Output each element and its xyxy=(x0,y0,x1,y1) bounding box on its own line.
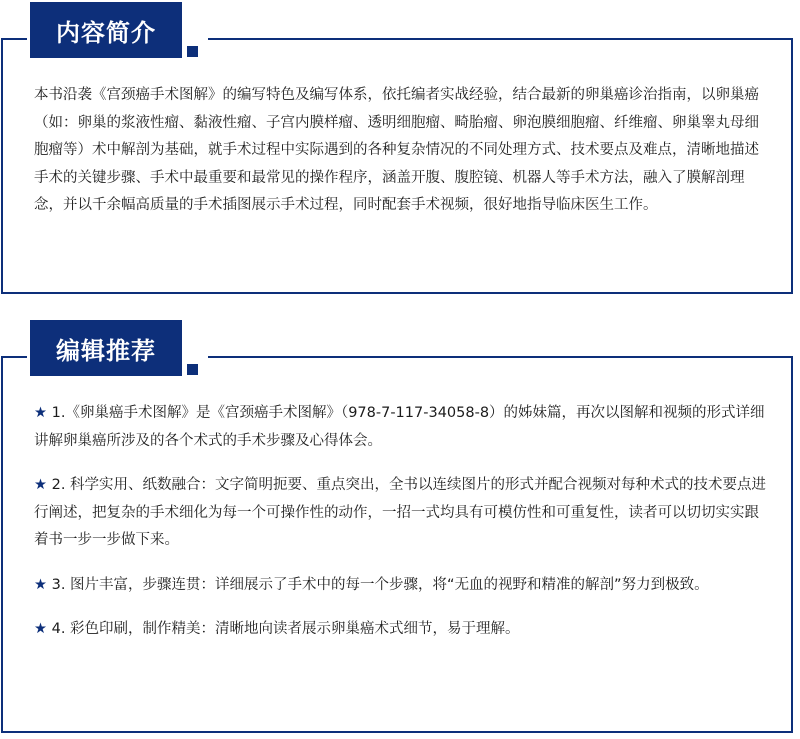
intro-title: 内容简介 xyxy=(30,2,182,58)
star-icon: ★ xyxy=(34,621,47,637)
recommend-item-text: 3. 图片丰富，步骤连贯：详细展示了手术中的每一个步骤，将“无血的视野和精准的解剖”努力到极致。 xyxy=(51,576,709,593)
recommend-item xyxy=(34,472,770,555)
recommend-item xyxy=(34,400,770,455)
recommend-section xyxy=(0,318,800,739)
intro-body: 本书沿袭《宫颈癌手术图解》的编写特色及编写体系，依托编者实战经验，结合最新的卵巢癌诊治指南，以卵巢癌（如：卵巢的浆液性瘤、黏液性瘤、子宫内膜样瘤、透明细胞瘤、畸胎瘤、卵泡膜细胞瘤、纤维瘤、卵巢睾丸母细胞瘤等）术中解剖为基础，就手术过程中实际遇到的各种复杂情况的不同处理方式、技术要点及难点，清晰地描述手术的关键步骤、手术中最重要和最常见的操作程序，涵盖开腹、腹腔镜、机器人等手术方法，融入了膜解剖理念，并以千余幅高质量的手术插图展示手术过程，同时配套手术视频，很好地指导临床医生工作。 xyxy=(34,87,759,213)
intro-title-square xyxy=(187,46,198,57)
recommend-item-text: 2. 科学实用、纸数融合：文字简明扼要、重点突出，全书以连续图片的形式并配合视频对每种术式的技术要点进行阐述，把复杂的手术细化为每一个可操作性的动作，一招一式均具有可模仿性和可重复性，读者可以切切实实跟着书一步一步做下来。 xyxy=(34,477,767,548)
recommend-title-square xyxy=(187,364,198,375)
intro-frame-top-right xyxy=(208,38,793,40)
star-icon: ★ xyxy=(34,405,47,421)
star-icon: ★ xyxy=(34,576,47,593)
recommend-item-text: 1.《卵巢癌手术图解》是《宫颈癌手术图解》（978-7-117-34058-8）的姊妹篇，再次以图解和视频的形式详细讲解卵巢癌所涉及的各个术式的手术步骤及心得体会。 xyxy=(34,405,765,449)
recommend-item-text: 4. 彩色印刷，制作精美：清晰地向读者展示卵巢癌术式细节，易于理解。 xyxy=(51,621,520,637)
recommend-list xyxy=(34,400,770,661)
recommend-frame-top-left xyxy=(1,356,27,358)
recommend-frame-top-right xyxy=(208,356,793,358)
intro-section xyxy=(0,0,800,300)
star-icon: ★ xyxy=(34,477,47,493)
recommend-item xyxy=(34,572,770,600)
recommend-title: 编辑推荐 xyxy=(30,320,182,376)
intro-frame-top-left xyxy=(1,38,27,40)
recommend-item xyxy=(34,616,770,644)
